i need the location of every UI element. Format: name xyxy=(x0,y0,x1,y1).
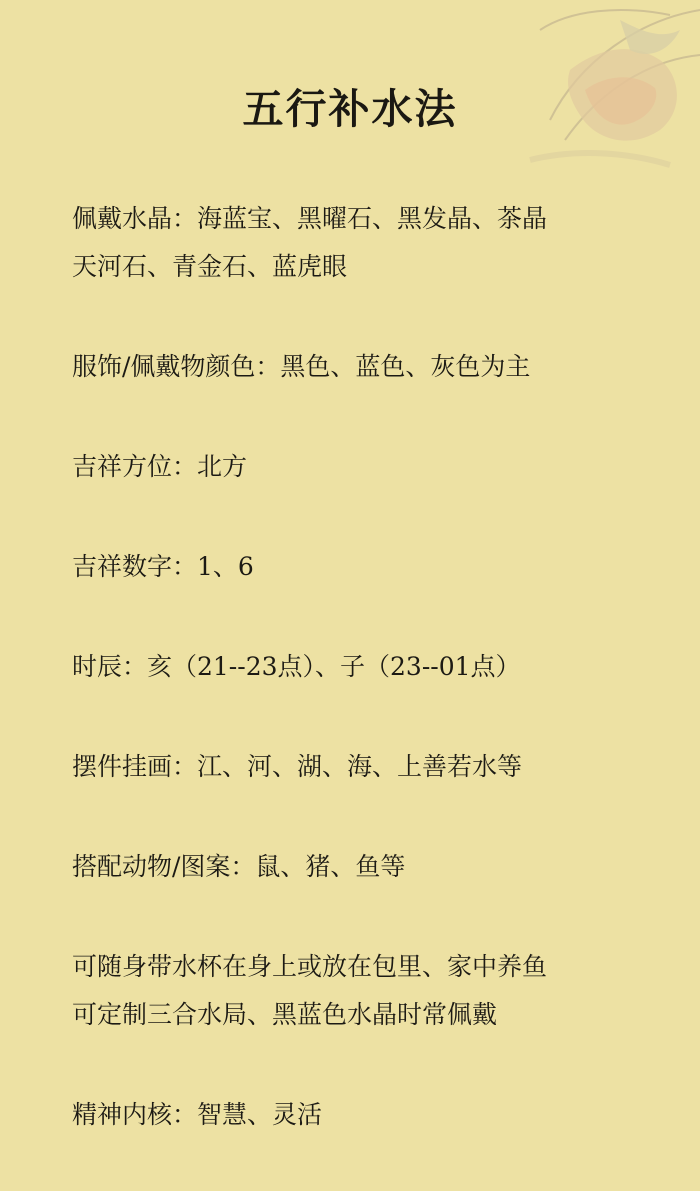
info-paragraph xyxy=(72,343,662,391)
info-line: 吉祥方位：北方 xyxy=(72,452,248,481)
info-line: 天河石、青金石、蓝虎眼 xyxy=(72,252,348,281)
info-line: 精神内核：智慧、灵活 xyxy=(72,1100,323,1129)
info-paragraph xyxy=(72,643,662,691)
info-line: 可随身带水杯在身上或放在包里、家中养鱼 xyxy=(72,952,548,981)
info-paragraph xyxy=(72,843,662,891)
content-list xyxy=(72,195,662,1191)
info-paragraph xyxy=(72,443,662,491)
info-line: 摆件挂画：江、河、湖、海、上善若水等 xyxy=(72,752,523,781)
info-paragraph xyxy=(72,543,662,591)
info-line: 服饰/佩戴物颜色：黑色、蓝色、灰色为主 xyxy=(72,352,531,381)
info-line: 吉祥数字：1、6 xyxy=(72,552,254,581)
info-line: 时辰：亥（21--23点）、子（23--01点） xyxy=(72,652,521,681)
info-line: 佩戴水晶：海蓝宝、黑曜石、黑发晶、茶晶 xyxy=(72,204,548,233)
info-line: 可定制三合水局、黑蓝色水晶时常佩戴 xyxy=(72,1000,498,1029)
info-paragraph xyxy=(72,743,662,791)
info-paragraph xyxy=(72,1091,662,1139)
info-line: 搭配动物/图案：鼠、猪、鱼等 xyxy=(72,852,406,881)
info-paragraph xyxy=(72,943,662,1039)
page-title: 五行补水法 xyxy=(242,85,458,133)
info-paragraph xyxy=(72,195,662,291)
